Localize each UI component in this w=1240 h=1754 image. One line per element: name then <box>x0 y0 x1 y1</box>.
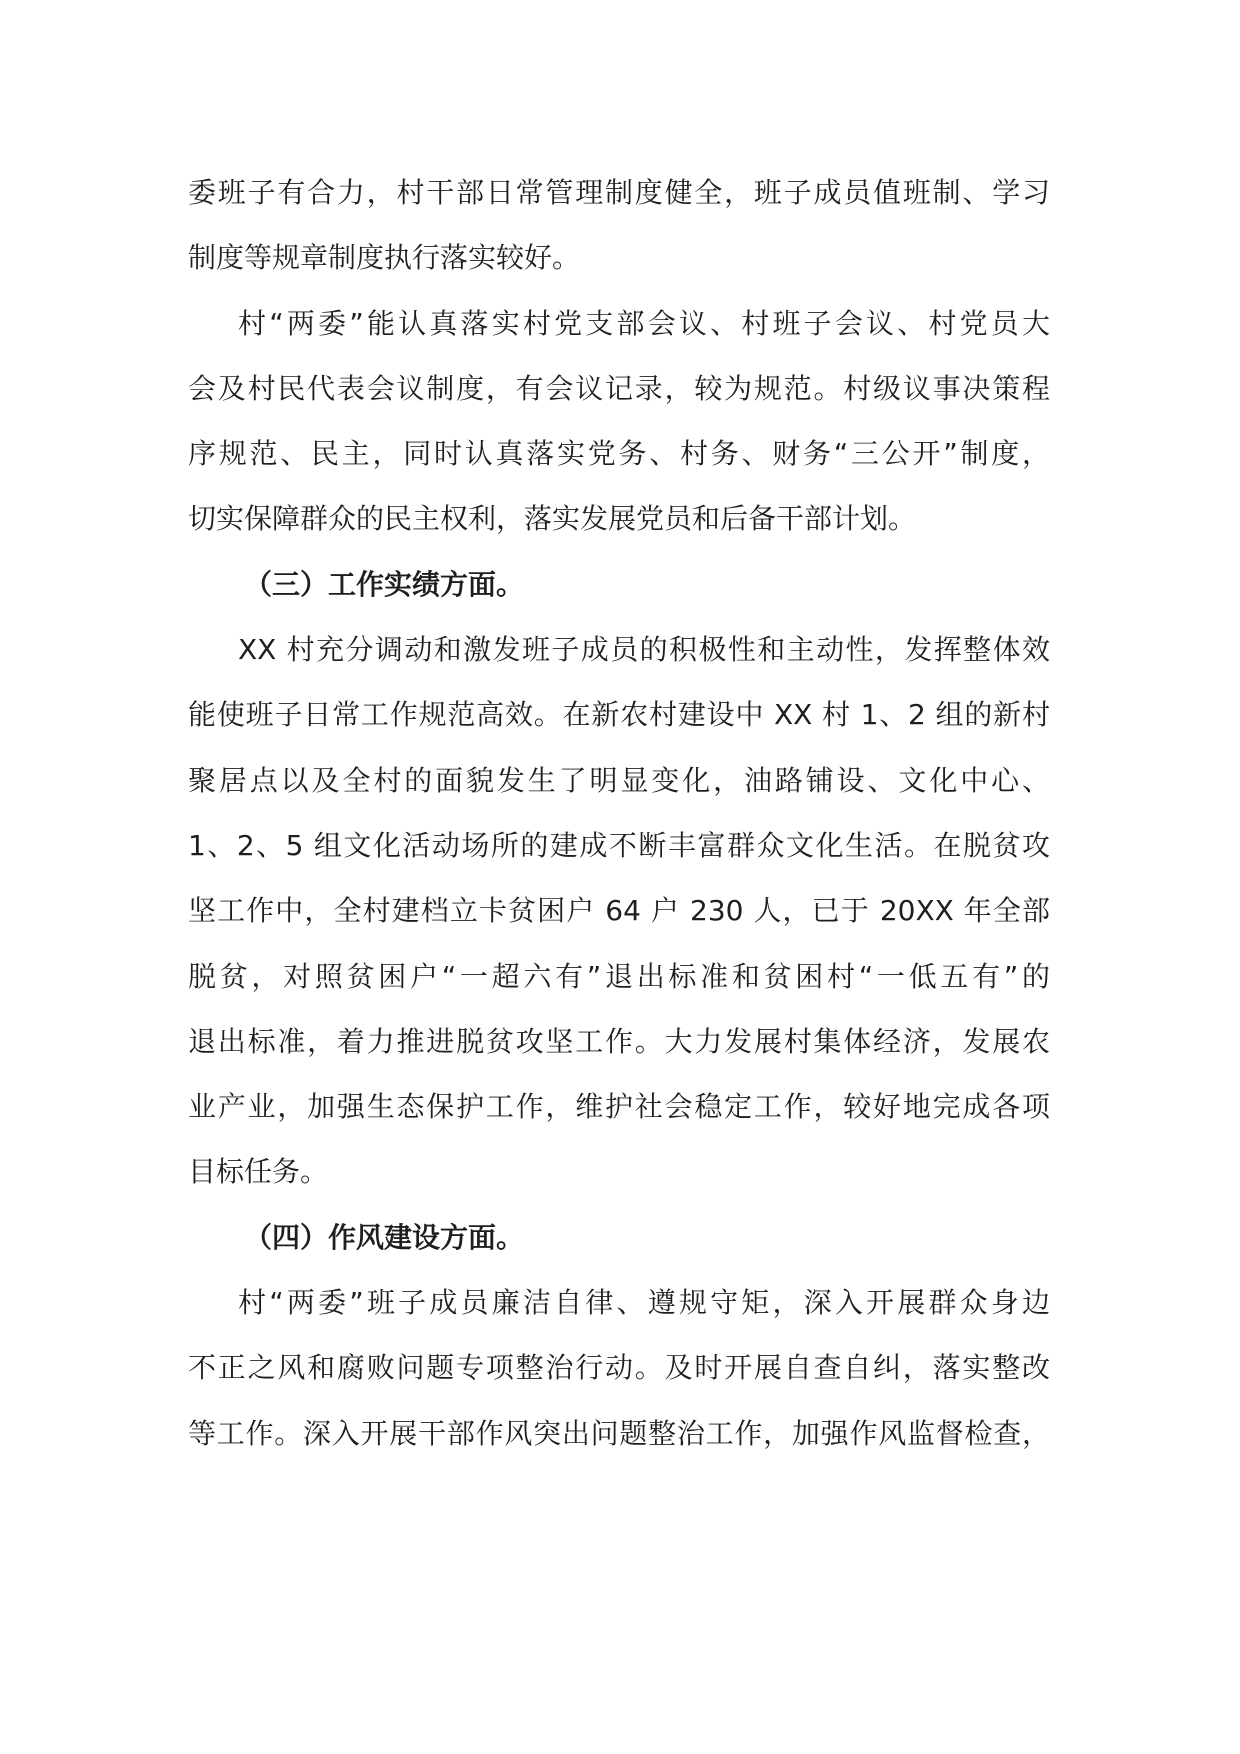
paragraph-line: 序规范、民主，同时认真落实党务、村务、财务“三公开”制度， <box>188 437 1050 471</box>
paragraph-line: 业产业，加强生态保护工作，维护社会稳定工作，较好地完成各项 <box>188 1090 1050 1124</box>
paragraph-line: 退出标准，着力推进脱贫攻坚工作。大力发展村集体经济，发展农 <box>188 1024 1050 1058</box>
paragraph-line: 能使班子日常工作规范高效。在新农村建设中 XX 村 1、2 组的新村 <box>188 698 1050 732</box>
document-body <box>188 172 1050 1478</box>
paragraph-line: 不正之风和腐败问题专项整治行动。及时开展自查自纠，落实整改 <box>188 1351 1050 1385</box>
paragraph-line: 切实保障群众的民主权利，落实发展党员和后备干部计划。 <box>188 502 917 536</box>
paragraph-line: 制度等规章制度执行落实较好。 <box>188 241 581 275</box>
paragraph-line: 村“两委”能认真落实村党支部会议、村班子会议、村党员大 <box>238 306 1050 340</box>
paragraph-line: XX 村充分调动和激发班子成员的积极性和主动性，发挥整体效 <box>238 633 1050 667</box>
section-heading: （四）作风建设方面。 <box>244 1220 525 1254</box>
paragraph-line: 等工作。深入开展干部作风突出问题整治工作，加强作风监督检查， <box>188 1416 1050 1450</box>
paragraph-line: 脱贫，对照贫困户“一超六有”退出标准和贫困村“一低五有”的 <box>188 959 1050 993</box>
paragraph-line: 目标任务。 <box>188 1155 329 1189</box>
paragraph-line: 村“两委”班子成员廉洁自律、遵规守矩，深入开展群众身边 <box>238 1286 1050 1320</box>
paragraph-line: 聚居点以及全村的面貌发生了明显变化，油路铺设、文化中心、 <box>188 763 1050 797</box>
paragraph-line: 1、2、5 组文化活动场所的建成不断丰富群众文化生活。在脱贫攻 <box>188 828 1050 862</box>
section-heading: （三）工作实绩方面。 <box>244 567 525 601</box>
paragraph-line: 坚工作中，全村建档立卡贫困户 64 户 230 人，已于 20XX 年全部 <box>188 894 1050 928</box>
paragraph-line: 委班子有合力，村干部日常管理制度健全，班子成员值班制、学习 <box>188 176 1050 209</box>
paragraph-line: 会及村民代表会议制度，有会议记录，较为规范。村级议事决策程 <box>188 371 1050 405</box>
